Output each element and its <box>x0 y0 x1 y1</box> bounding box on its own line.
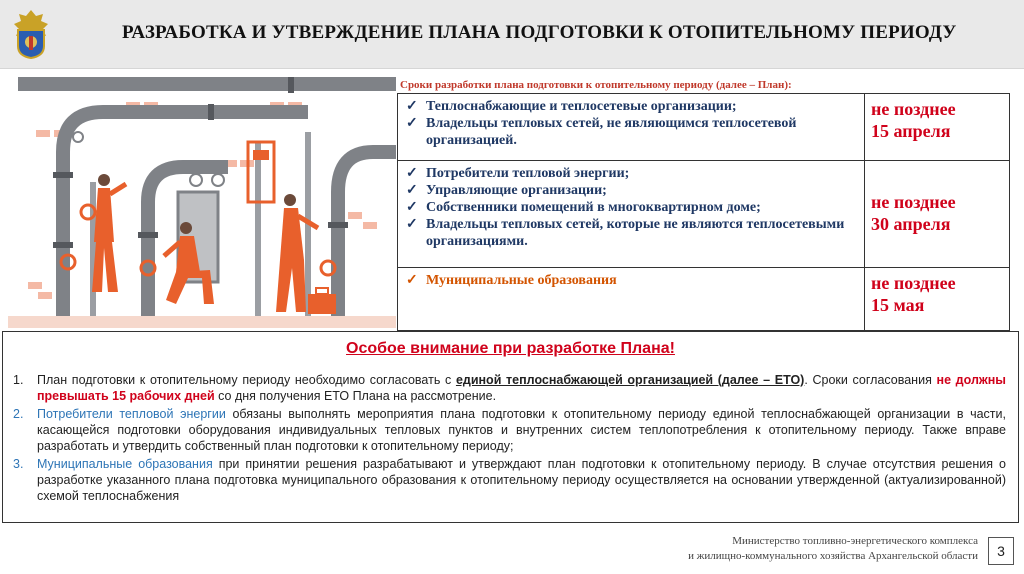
deadline-cell: не позднее 15 апреля <box>865 94 1010 161</box>
note-item: 2. Потребители тепловой энергии обязаны выполнять мероприятия плана подготовки к отопительному периоду единой теплоснабжающей организации в части, касающейся подготовки оборудования индивидуальных тепловых пунктов и внутренних систем теплопотребления к отопительному периоду. Также вправе разработать и утвердить собственный план подготовки к отопительному периоду; <box>13 407 1006 453</box>
pipe-workers-illustration <box>8 72 396 328</box>
checkmark-icon: ✓ <box>406 273 418 289</box>
note-item: 1. План подготовки к отопительному периоду необходимо согласовать с единой теплоснабжающей организацией (далее – ЕТО). Сроки согласования не должны превышать 15 рабочих дней со дня получения ЕТО Плана на рассмотрение. <box>13 373 1006 403</box>
note-item: 3. Муниципальные образования при принятии решения разрабатывают и утверждают план подготовки к отопительному периоду. В случае отсутствия решения о разработке указанного плана подготовка муниципального образования к отопительному периоду осуществляется на основании утвержденной (актуализированной) схемой теплоснабжения <box>13 457 1006 503</box>
table-row <box>398 94 1010 161</box>
deadlines-caption: Сроки разработки плана подготовки к отопительному периоду (далее – План): <box>400 79 792 91</box>
list-item: ✓ Владельцы тепловых сетей, не являющимся теплосетевой организацией. <box>406 116 797 148</box>
list-item: ✓ Владельцы тепловых сетей, которые не являются теплосетевыми организациями. <box>406 216 845 249</box>
checkmark-icon: ✓ <box>406 165 418 181</box>
list-item: ✓ Потребители тепловой энергии; <box>406 165 630 181</box>
deadlines-table <box>397 93 1010 331</box>
deadline-cell: не позднее 30 апреля <box>865 160 1010 267</box>
org-list-cell <box>398 94 865 161</box>
list-item: ✓ Теплоснабжающие и теплосетевые организации; <box>406 99 737 114</box>
list-item: ✓ Управляющие организации; <box>406 182 607 198</box>
checkmark-icon: ✓ <box>406 199 418 215</box>
deadline-cell: не позднее 15 мая <box>865 268 1010 331</box>
worker-left <box>92 174 126 292</box>
checkmark-icon: ✓ <box>406 116 418 131</box>
checkmark-icon: ✓ <box>406 182 418 198</box>
page-title: РАЗРАБОТКА И УТВЕРЖДЕНИЕ ПЛАНА ПОДГОТОВКИ К ОТОПИТЕЛЬНОМУ ПЕРИОДУ <box>122 22 957 43</box>
checkmark-icon: ✓ <box>406 216 418 232</box>
org-list-cell <box>398 160 865 267</box>
table-row <box>398 160 1010 267</box>
org-list-cell <box>398 268 865 331</box>
ministry-footer: Министерство топливно-энергетического комплекса и жилищно-коммунального хозяйства Архангельской области <box>688 535 978 562</box>
notes-list <box>13 372 1006 504</box>
checkmark-icon: ✓ <box>406 99 418 114</box>
attention-box <box>2 331 1019 523</box>
list-item: ✓ Муниципальные образования <box>406 273 617 289</box>
page-number: 3 <box>988 537 1014 565</box>
slide-header <box>0 0 1024 69</box>
list-item: ✓ Собственники помещений в многоквартирном доме; <box>406 199 761 215</box>
table-row <box>398 268 1010 331</box>
attention-title: Особое внимание при разработке Плана! <box>346 340 675 357</box>
coat-of-arms-icon <box>10 8 52 60</box>
